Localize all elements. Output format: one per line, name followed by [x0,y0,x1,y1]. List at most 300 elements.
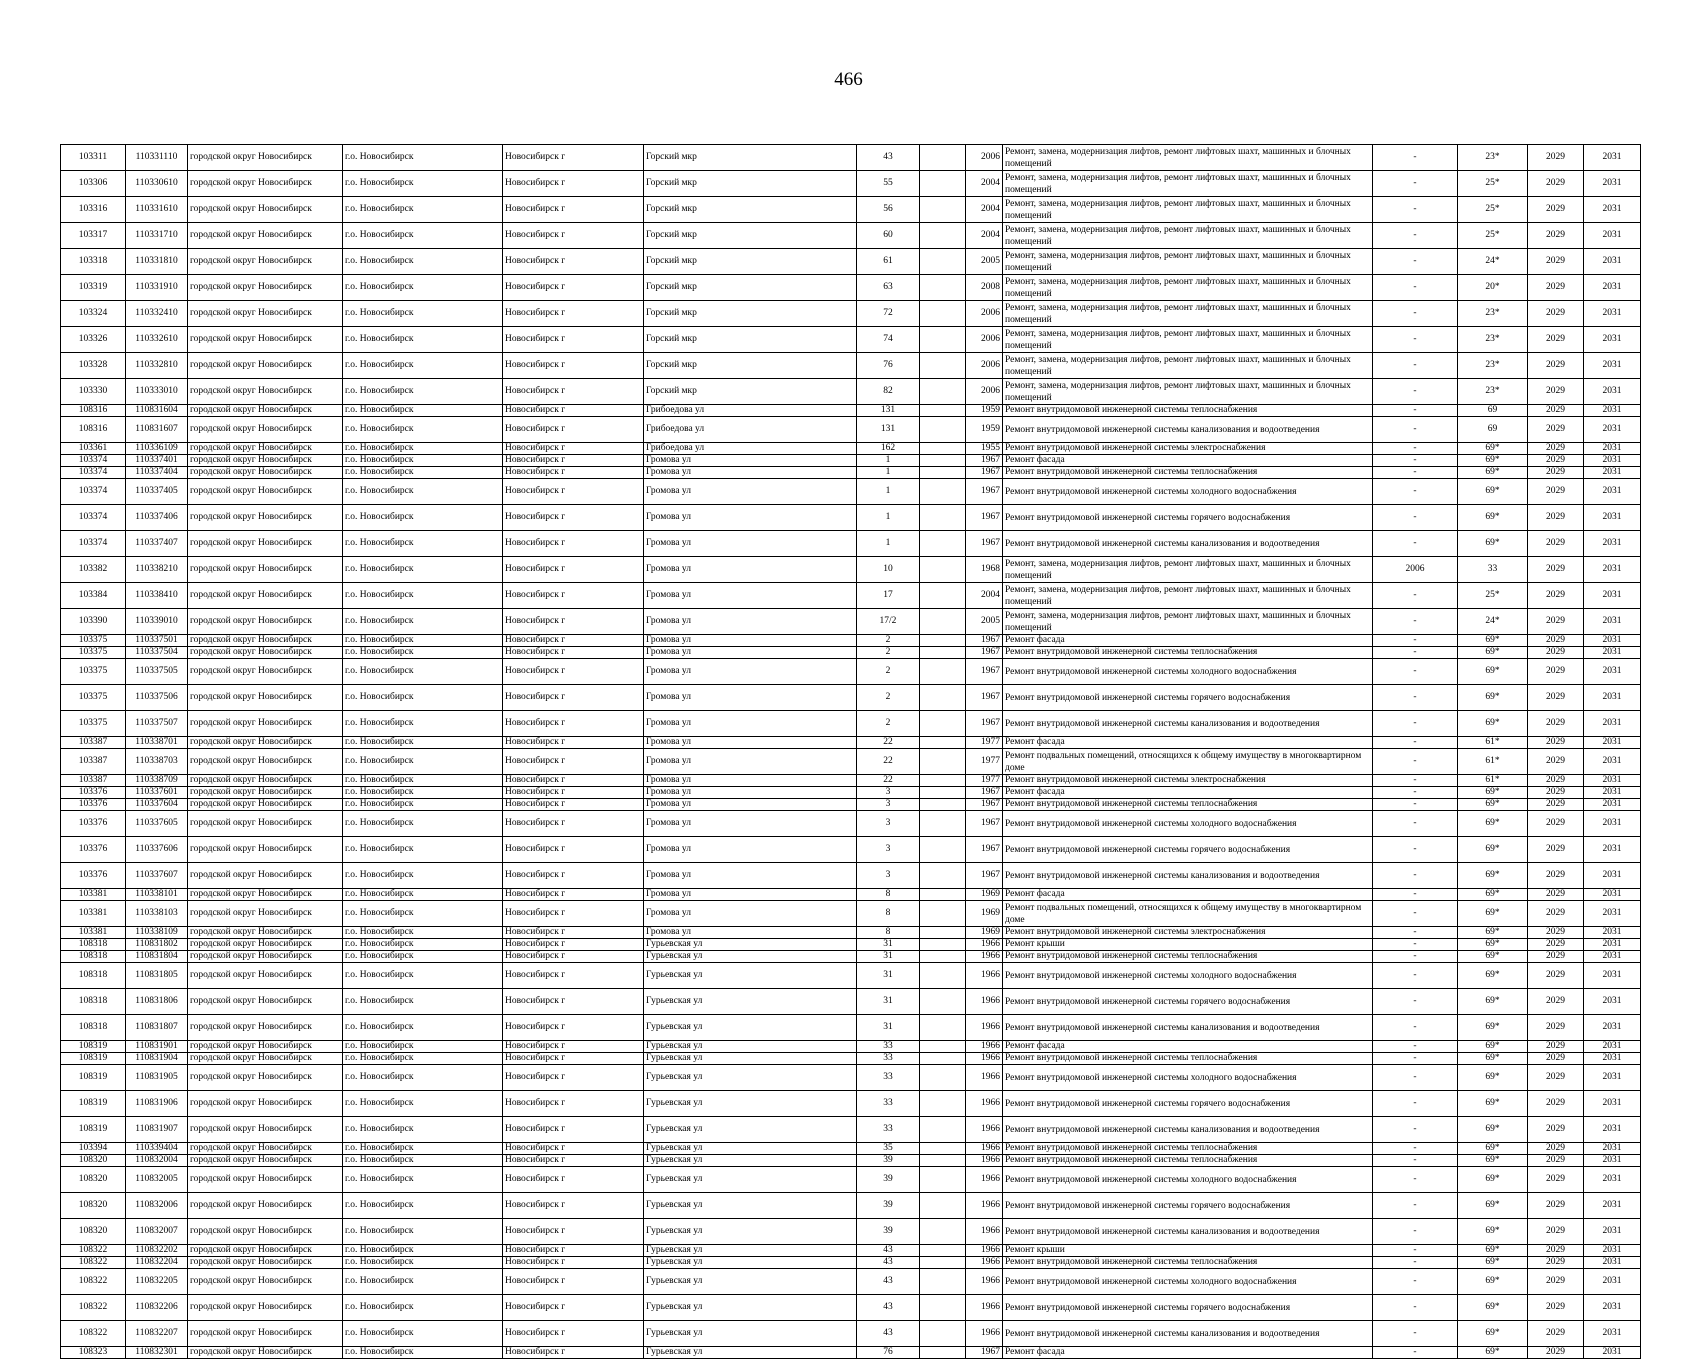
work-code-cell: 110337407 [126,531,188,557]
house-number-cell: 2 [857,647,920,659]
record-id-cell: 103316 [61,197,126,223]
last-repair-year-cell: - [1373,1155,1458,1167]
house-number-cell: 8 [857,927,920,939]
locality-cell: Новосибирск г [503,963,644,989]
start-year-cell: 2029 [1528,799,1584,811]
locality-cell: Новосибирск г [503,1257,644,1269]
wear-cell: 33 [1458,557,1528,583]
built-year-cell: 1977 [966,775,1003,787]
municipality-cell: городской округ Новосибирск [188,249,343,275]
municipality-cell: городской округ Новосибирск [188,685,343,711]
built-year-cell: 2006 [966,145,1003,171]
municipality-cell: городской округ Новосибирск [188,353,343,379]
built-year-cell: 1966 [966,1269,1003,1295]
start-year-cell: 2029 [1528,379,1584,405]
built-year-cell: 1966 [966,1065,1003,1091]
locality-cell: Новосибирск г [503,223,644,249]
building-cell [920,889,966,901]
house-number-cell: 35 [857,1143,920,1155]
table-row [61,301,1641,327]
record-id-cell: 103374 [61,479,126,505]
house-number-cell: 3 [857,799,920,811]
building-cell [920,1053,966,1065]
work-type-cell: Ремонт, замена, модернизация лифтов, ремонт лифтовых шахт, машинных и блочных помещений [1003,197,1373,223]
municipality-cell: городской округ Новосибирск [188,557,343,583]
last-repair-year-cell: - [1373,467,1458,479]
work-code-cell: 110831901 [126,1041,188,1053]
built-year-cell: 2006 [966,353,1003,379]
end-year-cell: 2031 [1584,1295,1641,1321]
work-type-cell: Ремонт внутридомовой инженерной системы теплоснабжения [1003,1143,1373,1155]
locality-cell: Новосибирск г [503,1155,644,1167]
work-code-cell: 110330610 [126,171,188,197]
locality-cell: Новосибирск г [503,901,644,927]
work-code-cell: 110832004 [126,1155,188,1167]
municipality-cell: городской округ Новосибирск [188,775,343,787]
start-year-cell: 2029 [1528,1015,1584,1041]
last-repair-year-cell: - [1373,197,1458,223]
end-year-cell: 2031 [1584,275,1641,301]
work-code-cell: 110831907 [126,1117,188,1143]
work-code-cell: 110337405 [126,479,188,505]
municipality-cell: городской округ Новосибирск [188,1091,343,1117]
wear-cell: 69* [1458,1155,1528,1167]
built-year-cell: 1966 [966,1321,1003,1347]
last-repair-year-cell: - [1373,1015,1458,1041]
end-year-cell: 2031 [1584,557,1641,583]
table-row [61,647,1641,659]
start-year-cell: 2029 [1528,353,1584,379]
work-type-cell: Ремонт, замена, модернизация лифтов, ремонт лифтовых шахт, машинных и блочных помещений [1003,145,1373,171]
house-number-cell: 39 [857,1193,920,1219]
building-cell [920,1155,966,1167]
work-code-cell: 110831906 [126,1091,188,1117]
last-repair-year-cell: - [1373,647,1458,659]
locality-cell: Новосибирск г [503,557,644,583]
wear-cell: 69* [1458,1053,1528,1065]
table-row [61,989,1641,1015]
house-number-cell: 31 [857,963,920,989]
end-year-cell: 2031 [1584,609,1641,635]
municipality-cell: городской округ Новосибирск [188,1155,343,1167]
record-id-cell: 103376 [61,863,126,889]
house-number-cell: 1 [857,467,920,479]
work-type-cell: Ремонт, замена, модернизация лифтов, ремонт лифтовых шахт, машинных и блочных помещений [1003,275,1373,301]
building-cell [920,963,966,989]
end-year-cell: 2031 [1584,963,1641,989]
table-row [61,775,1641,787]
municipality-cell: городской округ Новосибирск [188,927,343,939]
record-id-cell: 108320 [61,1219,126,1245]
house-number-cell: 76 [857,353,920,379]
table-row [61,685,1641,711]
table-row [61,609,1641,635]
record-id-cell: 103324 [61,301,126,327]
wear-cell: 69* [1458,711,1528,737]
built-year-cell: 2004 [966,197,1003,223]
municipality-short-cell: г.о. Новосибирск [343,171,503,197]
locality-cell: Новосибирск г [503,405,644,417]
street-cell: Громова ул [644,557,857,583]
street-cell: Громова ул [644,479,857,505]
last-repair-year-cell: - [1373,989,1458,1015]
municipality-cell: городской округ Новосибирск [188,1065,343,1091]
table-row [61,1245,1641,1257]
table-row [61,443,1641,455]
record-id-cell: 103375 [61,711,126,737]
house-number-cell: 33 [857,1041,920,1053]
table-row [61,863,1641,889]
house-number-cell: 131 [857,417,920,443]
municipality-cell: городской округ Новосибирск [188,1245,343,1257]
municipality-short-cell: г.о. Новосибирск [343,1053,503,1065]
table-row [61,1065,1641,1091]
municipality-cell: городской округ Новосибирск [188,1219,343,1245]
wear-cell: 69* [1458,647,1528,659]
building-cell [920,1295,966,1321]
house-number-cell: 10 [857,557,920,583]
work-type-cell: Ремонт подвальных помещений, относящихся к общему имуществу в многоквартирном доме [1003,901,1373,927]
end-year-cell: 2031 [1584,1065,1641,1091]
start-year-cell: 2029 [1528,609,1584,635]
building-cell [920,1065,966,1091]
end-year-cell: 2031 [1584,1219,1641,1245]
start-year-cell: 2029 [1528,249,1584,275]
locality-cell: Новосибирск г [503,1245,644,1257]
work-code-cell: 110832206 [126,1295,188,1321]
locality-cell: Новосибирск г [503,1041,644,1053]
end-year-cell: 2031 [1584,1155,1641,1167]
house-number-cell: 43 [857,1295,920,1321]
locality-cell: Новосибирск г [503,647,644,659]
locality-cell: Новосибирск г [503,443,644,455]
house-number-cell: 33 [857,1065,920,1091]
work-type-cell: Ремонт внутридомовой инженерной системы горячего водоснабжения [1003,1193,1373,1219]
street-cell: Гурьевская ул [644,951,857,963]
municipality-short-cell: г.о. Новосибирск [343,531,503,557]
last-repair-year-cell: - [1373,963,1458,989]
built-year-cell: 1967 [966,799,1003,811]
municipality-cell: городской округ Новосибирск [188,455,343,467]
work-type-cell: Ремонт внутридомовой инженерной системы горячего водоснабжения [1003,1091,1373,1117]
table-row [61,505,1641,531]
building-cell [920,837,966,863]
wear-cell: 69* [1458,505,1528,531]
wear-cell: 69* [1458,1015,1528,1041]
house-number-cell: 43 [857,1245,920,1257]
built-year-cell: 1967 [966,531,1003,557]
work-code-cell: 110337501 [126,635,188,647]
table-row [61,659,1641,685]
wear-cell: 69* [1458,1295,1528,1321]
start-year-cell: 2029 [1528,1321,1584,1347]
municipality-cell: городской округ Новосибирск [188,1347,343,1359]
record-id-cell: 108318 [61,989,126,1015]
start-year-cell: 2029 [1528,963,1584,989]
last-repair-year-cell: - [1373,1143,1458,1155]
work-code-cell: 110832005 [126,1167,188,1193]
last-repair-year-cell: - [1373,327,1458,353]
work-code-cell: 110832205 [126,1269,188,1295]
table-row [61,455,1641,467]
locality-cell: Новосибирск г [503,1065,644,1091]
municipality-cell: городской округ Новосибирск [188,749,343,775]
built-year-cell: 2006 [966,327,1003,353]
end-year-cell: 2031 [1584,1143,1641,1155]
built-year-cell: 1969 [966,889,1003,901]
municipality-short-cell: г.о. Новосибирск [343,1091,503,1117]
street-cell: Горский мкр [644,301,857,327]
record-id-cell: 108319 [61,1117,126,1143]
record-id-cell: 103382 [61,557,126,583]
work-type-cell: Ремонт, замена, модернизация лифтов, ремонт лифтовых шахт, машинных и блочных помещений [1003,301,1373,327]
built-year-cell: 1967 [966,685,1003,711]
table-row [61,1193,1641,1219]
municipality-cell: городской округ Новосибирск [188,951,343,963]
end-year-cell: 2031 [1584,799,1641,811]
house-number-cell: 8 [857,889,920,901]
municipality-short-cell: г.о. Новосибирск [343,863,503,889]
work-code-cell: 110337606 [126,837,188,863]
locality-cell: Новосибирск г [503,1219,644,1245]
municipality-short-cell: г.о. Новосибирск [343,1269,503,1295]
work-code-cell: 110338410 [126,583,188,609]
end-year-cell: 2031 [1584,1269,1641,1295]
work-code-cell: 110337605 [126,811,188,837]
end-year-cell: 2031 [1584,837,1641,863]
last-repair-year-cell: - [1373,1269,1458,1295]
table-row [61,171,1641,197]
building-cell [920,171,966,197]
house-number-cell: 43 [857,1269,920,1295]
record-id-cell: 103319 [61,275,126,301]
street-cell: Гурьевская ул [644,1167,857,1193]
building-cell [920,1041,966,1053]
table-row [61,963,1641,989]
building-cell [920,787,966,799]
work-type-cell: Ремонт фасада [1003,889,1373,901]
work-code-cell: 110337601 [126,787,188,799]
wear-cell: 61* [1458,775,1528,787]
record-id-cell: 103306 [61,171,126,197]
wear-cell: 69* [1458,467,1528,479]
end-year-cell: 2031 [1584,737,1641,749]
wear-cell: 69* [1458,1269,1528,1295]
table-row [61,353,1641,379]
wear-cell: 69* [1458,1091,1528,1117]
last-repair-year-cell: - [1373,443,1458,455]
last-repair-year-cell: - [1373,275,1458,301]
start-year-cell: 2029 [1528,327,1584,353]
house-number-cell: 2 [857,685,920,711]
start-year-cell: 2029 [1528,223,1584,249]
built-year-cell: 2005 [966,609,1003,635]
record-id-cell: 108318 [61,1015,126,1041]
street-cell: Грибоедова ул [644,443,857,455]
wear-cell: 69* [1458,659,1528,685]
work-type-cell: Ремонт внутридомовой инженерной системы теплоснабжения [1003,1257,1373,1269]
municipality-short-cell: г.о. Новосибирск [343,1321,503,1347]
record-id-cell: 108318 [61,951,126,963]
last-repair-year-cell: - [1373,1219,1458,1245]
locality-cell: Новосибирск г [503,1347,644,1359]
municipality-cell: городской округ Новосибирск [188,301,343,327]
built-year-cell: 1967 [966,505,1003,531]
municipality-cell: городской округ Новосибирск [188,889,343,901]
record-id-cell: 103394 [61,1143,126,1155]
start-year-cell: 2029 [1528,1117,1584,1143]
municipality-short-cell: г.о. Новосибирск [343,647,503,659]
built-year-cell: 1966 [966,1219,1003,1245]
start-year-cell: 2029 [1528,557,1584,583]
work-code-cell: 110332410 [126,301,188,327]
wear-cell: 69* [1458,787,1528,799]
table-body [61,145,1641,1359]
street-cell: Гурьевская ул [644,1053,857,1065]
table-row [61,635,1641,647]
building-cell [920,775,966,787]
street-cell: Горский мкр [644,171,857,197]
wear-cell: 69 [1458,405,1528,417]
start-year-cell: 2029 [1528,711,1584,737]
building-cell [920,379,966,405]
wear-cell: 69* [1458,479,1528,505]
wear-cell: 69* [1458,1167,1528,1193]
start-year-cell: 2029 [1528,635,1584,647]
wear-cell: 69* [1458,443,1528,455]
street-cell: Громова ул [644,685,857,711]
work-type-cell: Ремонт, замена, модернизация лифтов, ремонт лифтовых шахт, машинных и блочных помещений [1003,249,1373,275]
municipality-short-cell: г.о. Новосибирск [343,799,503,811]
table-row [61,889,1641,901]
locality-cell: Новосибирск г [503,685,644,711]
built-year-cell: 1966 [966,1015,1003,1041]
locality-cell: Новосибирск г [503,583,644,609]
house-number-cell: 60 [857,223,920,249]
built-year-cell: 1969 [966,901,1003,927]
record-id-cell: 103376 [61,811,126,837]
end-year-cell: 2031 [1584,1347,1641,1359]
wear-cell: 69* [1458,927,1528,939]
municipality-short-cell: г.о. Новосибирск [343,711,503,737]
locality-cell: Новосибирск г [503,1167,644,1193]
work-code-cell: 110332610 [126,327,188,353]
built-year-cell: 1969 [966,927,1003,939]
municipality-cell: городской округ Новосибирск [188,609,343,635]
building-cell [920,989,966,1015]
municipality-short-cell: г.о. Новосибирск [343,583,503,609]
record-id-cell: 103381 [61,901,126,927]
work-type-cell: Ремонт внутридомовой инженерной системы электроснабжения [1003,775,1373,787]
last-repair-year-cell: - [1373,951,1458,963]
end-year-cell: 2031 [1584,1167,1641,1193]
work-code-cell: 110339404 [126,1143,188,1155]
last-repair-year-cell: - [1373,1347,1458,1359]
built-year-cell: 1967 [966,479,1003,505]
street-cell: Громова ул [644,455,857,467]
last-repair-year-cell: - [1373,799,1458,811]
record-id-cell: 108318 [61,963,126,989]
municipality-short-cell: г.о. Новосибирск [343,1295,503,1321]
building-cell [920,505,966,531]
municipality-short-cell: г.о. Новосибирск [343,1257,503,1269]
building-cell [920,901,966,927]
municipality-short-cell: г.о. Новосибирск [343,609,503,635]
wear-cell: 69* [1458,531,1528,557]
record-id-cell: 108322 [61,1321,126,1347]
work-code-cell: 110339010 [126,609,188,635]
locality-cell: Новосибирск г [503,635,644,647]
last-repair-year-cell: - [1373,1193,1458,1219]
locality-cell: Новосибирск г [503,737,644,749]
last-repair-year-cell: 2006 [1373,557,1458,583]
locality-cell: Новосибирск г [503,531,644,557]
work-type-cell: Ремонт внутридомовой инженерной системы горячего водоснабжения [1003,1295,1373,1321]
work-type-cell: Ремонт внутридомовой инженерной системы холодного водоснабжения [1003,963,1373,989]
last-repair-year-cell: - [1373,737,1458,749]
work-type-cell: Ремонт внутридомовой инженерной системы теплоснабжения [1003,799,1373,811]
start-year-cell: 2029 [1528,505,1584,531]
municipality-short-cell: г.о. Новосибирск [343,1117,503,1143]
wear-cell: 69* [1458,951,1528,963]
wear-cell: 24* [1458,609,1528,635]
building-cell [920,799,966,811]
street-cell: Горский мкр [644,327,857,353]
table-row [61,1053,1641,1065]
last-repair-year-cell: - [1373,479,1458,505]
start-year-cell: 2029 [1528,1041,1584,1053]
municipality-cell: городской округ Новосибирск [188,1257,343,1269]
locality-cell: Новосибирск г [503,837,644,863]
locality-cell: Новосибирск г [503,327,644,353]
built-year-cell: 2004 [966,171,1003,197]
table-row [61,223,1641,249]
start-year-cell: 2029 [1528,1269,1584,1295]
street-cell: Громова ул [644,531,857,557]
built-year-cell: 2006 [966,301,1003,327]
building-cell [920,1143,966,1155]
municipality-cell: городской округ Новосибирск [188,405,343,417]
record-id-cell: 103381 [61,927,126,939]
table-row [61,799,1641,811]
work-type-cell: Ремонт внутридомовой инженерной системы канализования и водоотведения [1003,531,1373,557]
building-cell [920,583,966,609]
built-year-cell: 1966 [966,1053,1003,1065]
municipality-cell: городской округ Новосибирск [188,1143,343,1155]
street-cell: Громова ул [644,659,857,685]
municipality-short-cell: г.о. Новосибирск [343,1155,503,1167]
start-year-cell: 2029 [1528,145,1584,171]
work-code-cell: 110832006 [126,1193,188,1219]
work-type-cell: Ремонт внутридомовой инженерной системы теплоснабжения [1003,405,1373,417]
last-repair-year-cell: - [1373,1321,1458,1347]
locality-cell: Новосибирск г [503,1117,644,1143]
last-repair-year-cell: - [1373,685,1458,711]
record-id-cell: 108316 [61,405,126,417]
building-cell [920,1257,966,1269]
page-number: 466 [834,69,863,90]
house-number-cell: 31 [857,989,920,1015]
municipality-cell: городской округ Новосибирск [188,505,343,531]
start-year-cell: 2029 [1528,647,1584,659]
house-number-cell: 76 [857,1347,920,1359]
record-id-cell: 103375 [61,659,126,685]
record-id-cell: 108320 [61,1155,126,1167]
work-type-cell: Ремонт внутридомовой инженерной системы теплоснабжения [1003,647,1373,659]
locality-cell: Новосибирск г [503,989,644,1015]
built-year-cell: 1955 [966,443,1003,455]
house-number-cell: 61 [857,249,920,275]
